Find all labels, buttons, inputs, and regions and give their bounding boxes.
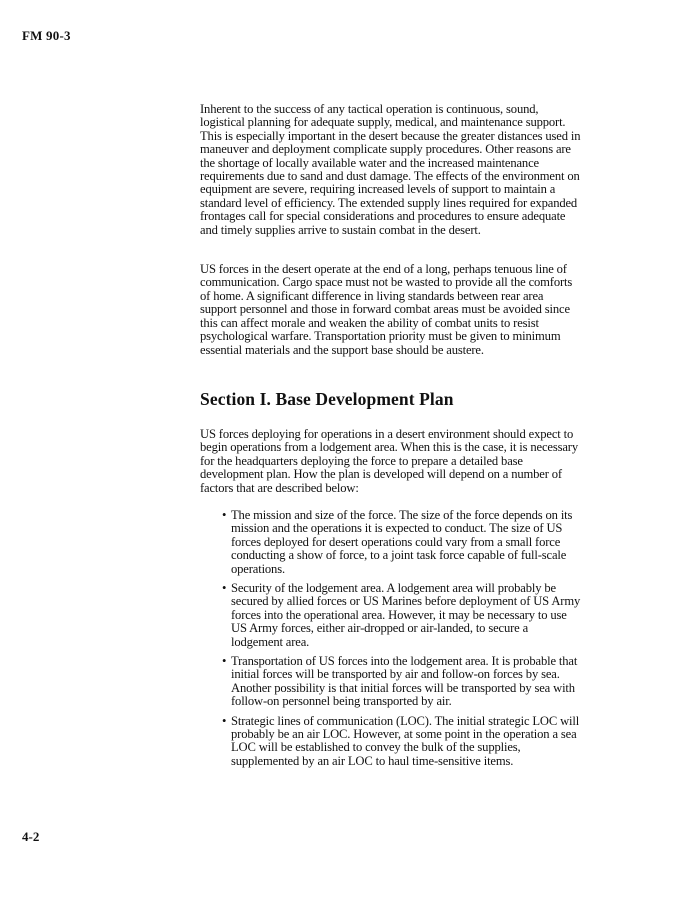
page-body — [200, 103, 582, 774]
page-number: 4-2 — [22, 829, 40, 844]
bullet-icon: • — [222, 580, 227, 595]
manual-id-header: FM 90-3 — [22, 28, 71, 43]
list-item-text: The mission and size of the force. The size of the force depends on its mission and the operations it is expected to conduct. The size of US forces deployed for desert operations could vary from a small force conducting a show of force, to a joint task force capable of full-scale operations. — [231, 507, 573, 576]
factor-list — [200, 509, 582, 768]
bullet-icon: • — [222, 654, 227, 668]
list-item-text: Security of the lodgement area. A lodgement area will probably be secured by allied forces or US Marines before deployment of US Army forces into the operational area. However, it may be necessary to use US Army forces, either air-dropped or air-landed, to secure a lodgement area. — [231, 580, 581, 649]
section-title: Section I. Base Development Plan — [200, 388, 454, 409]
intro-paragraph-2: US forces in the desert operate at the end of a long, perhaps tenuous line of communication. Cargo space must not be wasted to provide all the comforts of home. A significant difference in living standards between rear area support personnel and those in forward combat areas must be avoided since this can affect morale and weaken the ability of combat units to resist psychological warfare. Transportation priority must be given to minimum essential materials and the support base should be austere. — [200, 262, 573, 357]
list-item — [222, 582, 582, 649]
section-intro-paragraph: US forces deploying for operations in a desert environment should expect to begin operations from a lodgement area. When this is the case, it is necessary for the headquarters deploying the force to prepare a detailed base development plan. How the plan is developed will depend on a number of factors that are described below: — [200, 426, 578, 495]
list-item-text: Strategic lines of communication (LOC). The initial strategic LOC will probably be an air LOC. However, at some point in the operation a sea LOC will be established to convey the bulk of the supplies, supplemented by an air LOC to haul time-sensitive items. — [231, 713, 580, 768]
list-item — [222, 715, 582, 769]
list-item — [222, 509, 582, 576]
bullet-icon: • — [222, 713, 227, 728]
list-item — [222, 655, 582, 709]
list-item-text: Transportation of US forces into the lodgement area. It is probable that initial forces will be transported by air and follow-on forces by sea. Another possibility is that initial forces will be transported by sea with follow-on personnel being transported by air. — [231, 654, 578, 709]
intro-paragraph-1: Inherent to the success of any tactical operation is continuous, sound, logistical planning for adequate supply, medical, and maintenance support. This is especially important in the desert because the greater distances used in maneuver and deployment complicate supply procedures. Other reasons are the shortage of locally available water and the increased maintenance requirements due to sand and dust damage. The effects of the environment on equipment are severe, requiring increased levels of support to maintain a standard level of efficiency. The extended supply lines required for expanded frontages call for special considerations and procedures to ensure adequate and timely supplies arrive to sustain combat in the desert. — [200, 102, 581, 237]
bullet-icon: • — [222, 507, 227, 522]
